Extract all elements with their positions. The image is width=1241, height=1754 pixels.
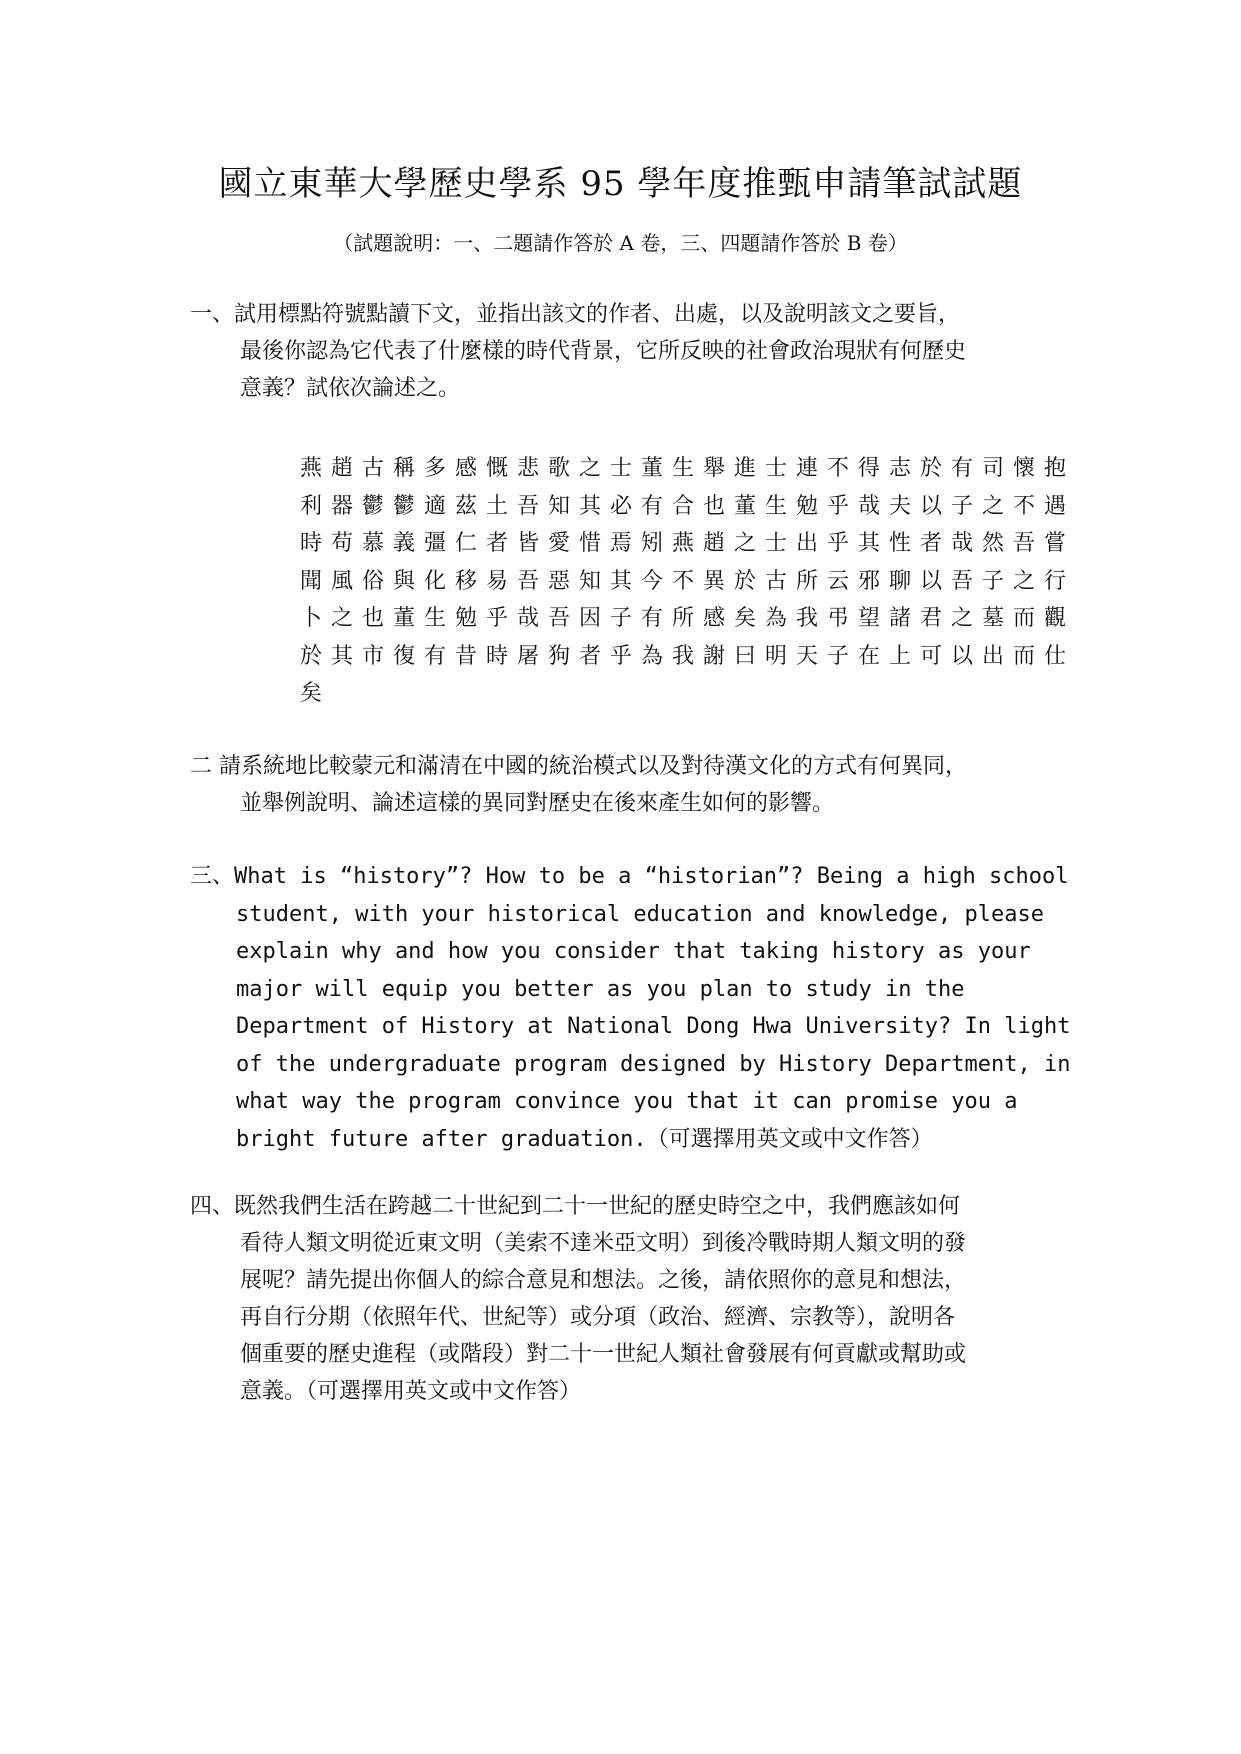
- passage-line: 時苟慕義彊仁者皆愛惜焉矧燕趙之士出乎其性者哉然吾嘗: [300, 531, 1076, 556]
- question-3-line: Department of History at National Dong Hwa University? In light: [236, 1014, 1071, 1039]
- passage-line: 聞風俗與化移易吾惡知其今不異於古所云邪聊以吾子之行: [300, 568, 1076, 594]
- question-1-line: 最後你認為它代表了什麼樣的時代背景，它所反映的社會政治現狀有何歷史: [240, 339, 967, 364]
- passage-line: 於其市復有昔時屠狗者乎為我謝曰明天子在上可以出而仕: [300, 643, 1076, 669]
- question-2: [190, 748, 1080, 822]
- page-title: 國立東華大學歷史學系 95 學年度推甄申請筆試試題: [218, 164, 1023, 204]
- question-3-line: of the undergraduate program designed by History Department, in: [236, 1051, 1071, 1077]
- question-4: [190, 1188, 1080, 1410]
- question-3: [190, 858, 1080, 1158]
- question-3-line: major will equip you better as you plan to study in the: [236, 976, 965, 1002]
- question-2-line: 二 請系統地比較蒙元和滿清在中國的統治模式以及對待漢文化的方式有何異同，: [190, 754, 967, 779]
- question-4-line: 意義。（可選擇用英文或中文作答）: [240, 1379, 582, 1404]
- question-2-line: 並舉例說明、論述這樣的異同對歷史在後來產生如何的影響。: [240, 791, 835, 816]
- question-4-line: 個重要的歷史進程（或階段）對二十一世紀人類社會發展有何貢獻或幫助或: [240, 1342, 967, 1367]
- classical-passage: [300, 450, 1076, 713]
- question-4-line: 再自行分期（依照年代、世紀等）或分項（政治、經濟、宗教等），說明各: [240, 1305, 956, 1330]
- question-4-line: 展呢？請先提出你個人的綜合意見和想法。之後，請依照你的意見和想法，: [240, 1268, 967, 1293]
- question-3-line: explain why and how you consider that taking history as your: [236, 939, 1031, 964]
- passage-line: 燕趙古稱多感慨悲歌之士董生舉進士連不得志於有司懷抱: [300, 456, 1076, 481]
- question-4-line: 四、既然我們生活在跨越二十世紀到二十一世紀的歷史時空之中，我們應該如何: [190, 1194, 961, 1219]
- question-1-line: 一、試用標點符號點讀下文，並指出該文的作者、出處，以及說明該文之要旨，: [190, 302, 961, 327]
- passage-line: 矣: [300, 681, 332, 706]
- page-subtitle: （試題說明：一、二題請作答於 A 卷，三、四題請作答於 B 卷）: [333, 231, 908, 255]
- passage-line: 利器鬱鬱適茲土吾知其必有合也董生勉乎哉夫以子之不遇: [300, 493, 1076, 519]
- question-3-line: what way the program convince you that it can promise you a: [236, 1089, 1018, 1114]
- question-1-line: 意義？試依次論述之。: [240, 376, 461, 401]
- question-1: [190, 296, 1080, 407]
- passage-line: 卜之也董生勉乎哉吾因子有所感矣為我弔望諸君之墓而觀: [300, 606, 1076, 631]
- question-4-line: 看待人類文明從近東文明（美索不達米亞文明）到後冷戰時期人類文明的發: [240, 1231, 967, 1256]
- question-3-line: student, with your historical education and knowledge, please: [236, 901, 1044, 927]
- question-3-line: 三、What is “history”? How to be a “historian”? Being a high school: [190, 864, 1069, 889]
- question-3-line: bright future after graduation.（可選擇用英文或中文作答）: [236, 1126, 933, 1152]
